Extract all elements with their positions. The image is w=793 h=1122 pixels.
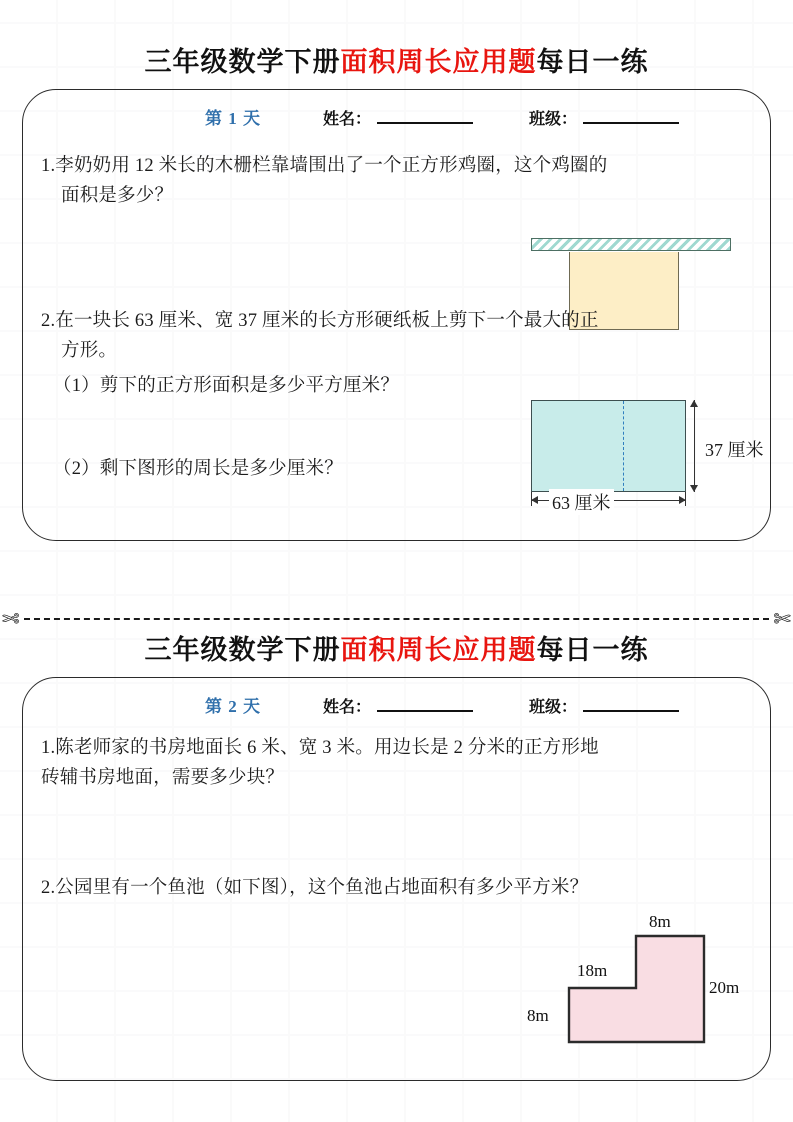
cut-here-divider	[0, 606, 793, 632]
title-suffix-2: 每日一练	[536, 635, 649, 665]
page-title-day-1	[0, 40, 793, 79]
name-input-blank-1[interactable]	[377, 107, 473, 124]
class-input-blank-1[interactable]	[583, 107, 679, 124]
question-frame-day-1	[22, 89, 771, 541]
name-input-blank-2[interactable]	[377, 695, 473, 712]
worksheet-section-day-1	[0, 40, 793, 541]
cut-dashed-line	[24, 618, 770, 620]
meta-row-day-1	[23, 90, 770, 129]
day-badge-2: 第 2 天	[205, 697, 261, 716]
title-suffix: 每日一练	[536, 47, 649, 77]
question-2-1-line-2: 砖辅书房地面，需要多少块？	[41, 768, 285, 788]
figure-cardboard-rectangle	[531, 400, 764, 513]
pond-right-label: 20m	[709, 978, 740, 997]
question-2-1-line-1: 1.陈老师家的书房地面长 6 米、宽 3 米。用边长是 2 分米的正方形地	[41, 738, 599, 758]
page-title-day-2	[0, 628, 793, 667]
rectangle-shape	[531, 400, 686, 492]
figure-l-shaped-pond	[519, 914, 739, 1074]
question-1-2-line-2: 方形。	[61, 341, 118, 361]
name-label-1: 姓名：	[323, 111, 372, 128]
question-1-2-line-1: 2.在一块长 63 厘米、宽 37 厘米的长方形硬纸板上剪下一个最大的正	[41, 311, 599, 331]
height-dimension-arrow	[694, 400, 695, 492]
title-prefix-2: 三年级数学下册	[144, 635, 341, 665]
wall-hatched-bar	[531, 238, 731, 251]
question-1-1-line-1: 1.李奶奶用 12 米长的木栅栏靠墙围出了一个正方形鸡圈，这个鸡圈的	[41, 156, 608, 176]
pond-top-label: 8m	[649, 912, 671, 931]
name-label-2: 姓名：	[323, 699, 372, 716]
width-dimension-label: 63 厘米	[549, 489, 614, 515]
question-1-1-line-2: 面积是多少？	[61, 186, 174, 206]
title-highlight: 面积周长应用题	[340, 47, 537, 77]
height-dimension-label: 37 厘米	[705, 440, 764, 460]
pond-upper-left-label: 18m	[577, 961, 608, 980]
class-label-2: 班级：	[529, 699, 578, 716]
pond-polygon-svg	[519, 914, 739, 1074]
class-input-blank-2[interactable]	[583, 695, 679, 712]
day-badge-1: 第 1 天	[205, 109, 261, 128]
pond-polygon	[569, 936, 704, 1042]
question-2-2-line-1: 2.公园里有一个鱼池（如下图），这个鱼池占地面积有多少平方米？	[41, 878, 589, 898]
pond-left-label: 8m	[527, 1006, 549, 1025]
title-prefix: 三年级数学下册	[144, 47, 341, 77]
question-1-2-part-2: （2）剩下图形的周长是多少厘米？	[53, 459, 343, 479]
question-1-2-part-1: （1）剪下的正方形面积是多少平方厘米？	[53, 376, 400, 396]
scissors-icon-right: ✄	[773, 606, 791, 631]
scissors-icon-left: ✄	[2, 606, 20, 631]
title-highlight-2: 面积周长应用题	[340, 635, 537, 665]
worksheet-section-day-2	[0, 628, 793, 1081]
pond-drawing-area	[519, 914, 739, 1074]
question-frame-day-2	[22, 677, 771, 1081]
dashed-cut-line	[623, 401, 624, 491]
class-label-1: 班级：	[529, 111, 578, 128]
meta-row-day-2	[23, 678, 770, 717]
